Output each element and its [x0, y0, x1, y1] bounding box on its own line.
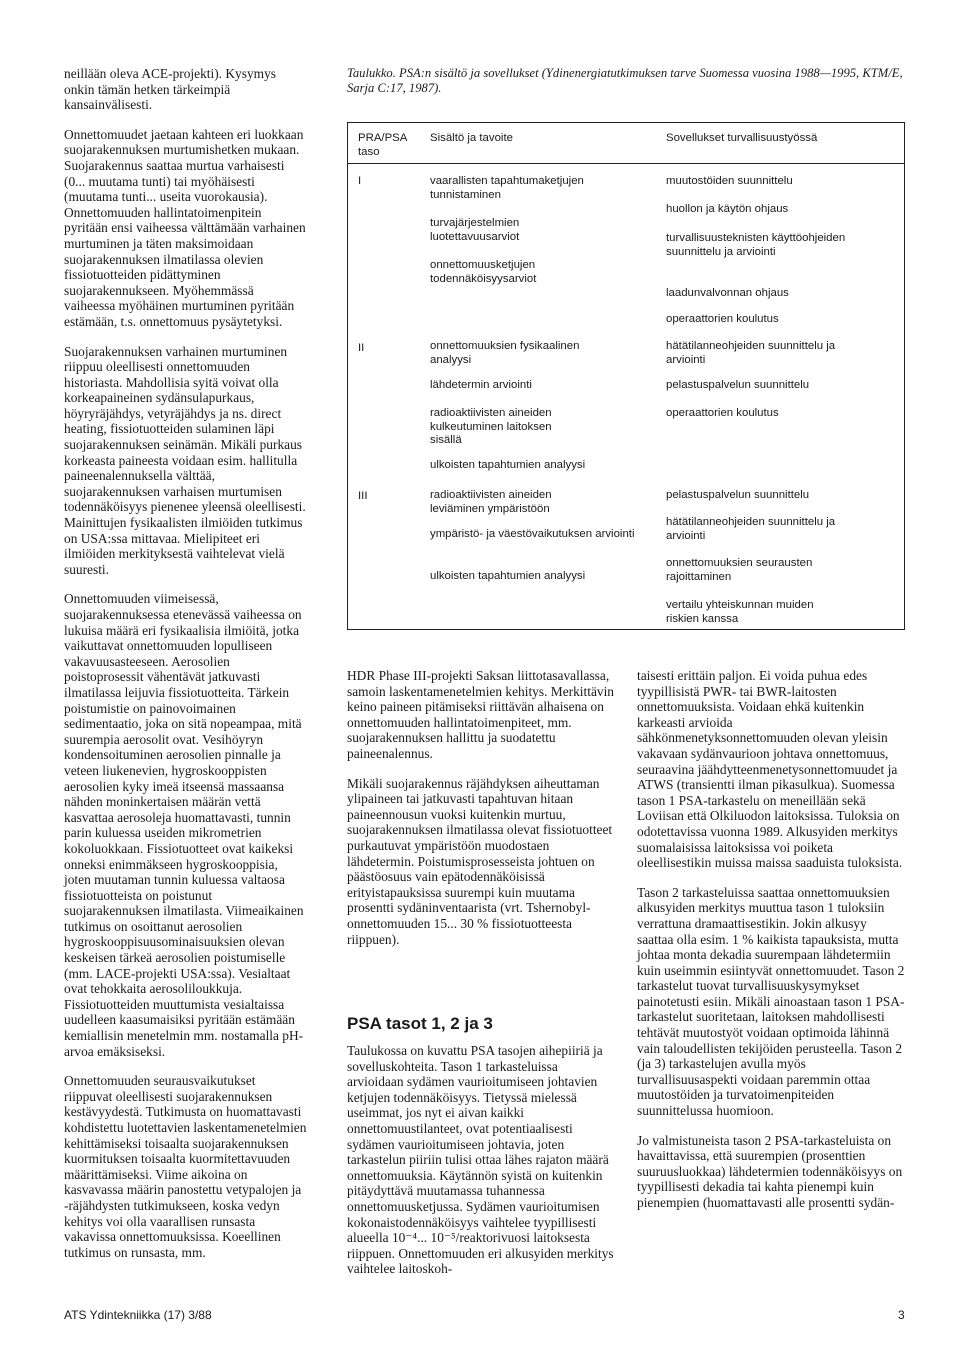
body-paragraph: Mikäli suojarakennus räjähdyksen aiheuttaman ylipaineen tai jatkuvasti tapahtuvan hitaan paineennousun vuoksi kuitenkin murtuu, suojarakennuksen ilmatilassa olevat fissiotuotteet purkautuvat ympäristöön muodostaen lähdetermin. Poistumisprosesseista johtuen on päästöosuus vain epätodennäköisissä erityistapauksissa suurempi kuin muutama prosentti sydäninventaarista (vrt. Tshernobyl-onnettomuuden 15... 30 % fissiotuotteesta riippuen).	[347, 775, 613, 947]
table-application-item: hätätilanneohjeiden suunnittelu ja arviointi	[666, 516, 836, 542]
table-application-item: muutostöiden suunnittelu	[666, 175, 793, 187]
table-application-item: hätätilanneohjeiden suunnittelu ja arviointi	[666, 340, 836, 366]
table-content-item: turvajärjestelmien luotettavuusarviot	[430, 217, 520, 243]
table-content-item: ympäristö- ja väestövaikutuksen arviointi	[430, 528, 635, 540]
table-application-item: operaattorien koulutus	[666, 407, 779, 419]
middle-column-continued	[347, 1043, 615, 1291]
body-paragraph: Suojarakennuksen varhainen murtuminen riippuu oleellisesti onnettomuuden historiasta. Mahdollisia syitä voivat olla korkeapaineinen sydänsulapurkaus, höyryräjähdys, vetyräjähdys ja ns. direct heating, fissiotuotteiden sulaminen läpi suojarakennuksen seinämän. Mikäli purkaus korkeasta paineesta voidaan esim. hallitulla paineenalennuksella välttää, suojarakennuksen varhaisen murtumisen todennäköisyys pienenee yleensä oleellisesti. Mainittujen fysikaalisten ilmiöiden tutkimus on USA:ssa mittavaa. Mielipiteet eri ilmiöiden merkityksestä vaihtelevat vielä suuresti.	[64, 343, 306, 577]
table-content-item: lähdetermin arviointi	[430, 379, 532, 391]
body-paragraph: Tason 2 tarkasteluissa saattaa onnettomuuksien alkusyiden merkitys muuttua tason 1 tuloksiin verrattuna dramaattisestikin. Jokin alkusyy saattaa olla esim. 1 % kaikista tapauksista, mutta johtaa monta dekadia suurempaan lähdetermiin kuin useimmin esiintyvät onnettomuudet. Tason 2 tarkastelut tuovat turvallisuuskysymykset painotetusti esiin. Mikäli ainoastaan tason 1 PSA-tarkastelut suoritetaan, laitoksen mahdollisesti tehtävät muutostyöt voidaan optimoida lähinnä vain taloudellisten tekijöiden perusteella. Tason 2 (ja 3) tarkastelujen avulla myös turvallisuusaspekti voidaan paremmin ottaa muutostöiden ja turvatoimenpiteiden suunnittelussa huomioon.	[637, 884, 905, 1119]
table-application-item: turvallisuusteknisten käyttöohjeiden suunnittelu ja arviointi	[666, 232, 846, 258]
table-application-item: pelastuspalvelun suunnittelu	[666, 379, 810, 391]
body-paragraph: neillään oleva ACE-projekti). Kysymys onkin tämän hetken tärkeimpiä kansainvälisesti.	[64, 66, 276, 113]
table-caption: Taulukko. PSA:n sisältö ja sovellukset (Ydinenergiatutkimuksen tarve Suomessa vuosina 1988—1995, KTM/E, Sarja C:17, 1987).	[347, 66, 903, 95]
psa-table	[347, 122, 905, 630]
left-column	[64, 66, 307, 1274]
body-paragraph: Taulukossa on kuvattu PSA tasojen aihepiiriä ja sovelluskohteita. Tason 1 tarkasteluissa arvioidaan sydämen vaurioitumiseen johtavien ketjujen todennäköisyys. Tietyssä mielessä useimmat, jos nyt ei aivan kaikki onnettomuustilanteet, ovat potentiaalisesti sydämen vaurioitumiseen johtavia, joten tarkastelun piiriin tulisi ottaa lähes rajaton määrä onnettomuuksia. Käytännön syistä on kuitenkin pitäydyttävä muutamassa tuhannessa onnettomuusketjussa. Sydämen vaurioitumisen kokonaistodennäköisyys vaihtelee tyypillisesti alueella 10⁻⁴... 10⁻⁵/reaktorivuosi laitoksesta riippuen. Onnettomuuden eri alkusyiden merkitys vaihtelee laitoskoh-	[347, 1043, 614, 1277]
table-level-i: I	[358, 175, 362, 187]
table-level-iii: III	[358, 490, 368, 502]
body-paragraph: Onnettomuudet jaetaan kahteen eri luokkaan suojarakennuksen murtumishetken mukaan. Suojarakennus saattaa murtua varhaisesti (0... muutama tunti) tai myöhäisesti (muutama tunti... useita vuorokausia). Onnettomuuden hallintatoimenpitein pyritään ensi vaiheessa välttämään varhainen murtuminen ja täten maksimoidaan suojarakennuksen ilmatilassa olevien fissiotuotteiden pidättyminen suojarakennukseen. Myöhemmässä vaiheessa myöhäinen murtuminen pyritään estämään, t.s. onnettomuus pysäytetyksi.	[64, 126, 306, 329]
table-content-item: radioaktiivisten aineiden leviäminen ympäristöön	[430, 489, 552, 515]
table-content-item: ulkoisten tapahtumien analyysi	[430, 459, 586, 471]
page-number: 3	[898, 1308, 905, 1322]
table-application-item: laadunvalvonnan ohjaus	[666, 287, 789, 299]
table-content-item: onnettomuuksien fysikaalinen analyysi	[430, 340, 580, 366]
table-application-item: onnettomuuksien seurausten rajoittaminen	[666, 557, 813, 583]
body-paragraph: Onnettomuuden seurausvaikutukset riippuvat oleellisesti suojarakennuksen kestävyydestä. Tutkimusta on huomattavasti kohdistettu luotettavien laskentamenetelmien kehittämiseksi toisaalta suojarakennuksen kuormituksen toisaalta kuormitettavuuden määrittämiseksi. Viime aikoina on kasvavassa määrin panostettu vetypalojen ja -räjähdysten tutkimukseen, koska vedyn kehitys voi olla vaarallisen runsasta vakavissa onnettomuuksissa. Koeellinen tutkimus on runsasta, mm.	[64, 1073, 307, 1260]
table-divider	[348, 163, 904, 164]
table-application-item: operaattorien koulutus	[666, 313, 779, 325]
body-paragraph: Jo valmistuneista tason 2 PSA-tarkasteluista on havaittavissa, että suurempien (prosenttien suuruusluokkaa) lähdetermien todennäköisyys on tyypillisesti dekadia tai kahta pienempi kuin pienempien (huomattavasti alle prosentti sydän-	[637, 1132, 903, 1210]
table-content-item: ulkoisten tapahtumien analyysi	[430, 570, 586, 582]
table-header-level: PRA/PSA taso	[358, 132, 407, 158]
table-content-item: radioaktiivisten aineiden kulkeutuminen laitoksen sisällä	[430, 407, 552, 446]
middle-column	[347, 668, 615, 961]
journal-footer: ATS Ydintekniikka (17) 3/88	[64, 1308, 212, 1322]
table-application-item: huollon ja käytön ohjaus	[666, 203, 789, 215]
table-content-item: vaarallisten tapahtumaketjujen tunnistaminen	[430, 175, 584, 201]
section-heading: PSA tasot 1, 2 ja 3	[347, 1014, 493, 1033]
table-content-item: onnettomuusketjujen todennäköisyysarviot	[430, 259, 537, 285]
table-application-item: pelastuspalvelun suunnittelu	[666, 489, 810, 501]
body-paragraph: Onnettomuuden viimeisessä, suojarakennuksessa etenevässä vaiheessa on lukuisa määrä eri fysikaalisia ilmiöitä, jotka vaikuttavat onnettomuuden lopulliseen vakavuusasteeseen. Aerosolien poistoprosessit vähentävät jatkuvasti ilmatilassa leijuvia fissiotuotteita. Tärkein poistumistie on painovoimainen sedimentaatio, joka on sitä nopeampaa, mitä suurempia aerosolit ovat. Vesihöyryn kondensoituminen aerosolien pinnalle ja veteen liukenevien, hygroskooppisten aerosolien kyky imeä itseensä massaansa nähden moninkertaisen määrän vettä kasvattaa aerosoleja huomattavasti, tunnin parin kuluessa useiden mikrometrien kokoluokkaan. Fissiotuotteet ovat kaikeksi onneksi enimmäkseen hygroskooppisia, joten muutaman tunnin kuluessa valtaosa fissiotuotteista on poistunut suojarakennuksen ilmatilasta. Viimeaikainen tutkimus on osoittanut aerosolien hygroskooppisuusominaisuuksien olevan keskeisen tärkeä aerosolien poistumiselle (mm. LACE-projekti USA:ssa). Vesialtaat ovat tehokkaita aerosoliloukkuja. Fissiotuotteiden muuttumista vesialtaissa uudelleen kaasumaisiksi pyritään estämään kemiallisin menetelmin mm. nostamalla pH-arvoa emäksiseksi.	[64, 591, 304, 1059]
table-application-item: vertailu yhteiskunnan muiden riskien kanssa	[666, 599, 814, 625]
table-header-content: Sisältö ja tavoite	[430, 132, 513, 144]
body-paragraph: HDR Phase III-projekti Saksan liittotasavallassa, samoin laskentamenetelmien kehitys. Merkittävin keino paineen pitämiseksi riittävän alhaisena on onnettomuuden hallintatoimenpiteet, mm. suojarakennuksen hallittu ja suodatettu paineenalennus.	[347, 668, 615, 761]
body-paragraph: taisesti erittäin paljon. Ei voida puhua edes tyypillisistä PWR- tai BWR-laitosten onnettomuuksista. Voidaan ehkä kuitenkin karkeasti arvioida sähkönmenetyksonnettomuuden olevan yleisin vakavaan sydänvaurioon johtava onnettomuus, seuraavina jäähdytteenmenetysonnettomuudet ja ATWS (transientti ilman pikasulkua). Suomessa tason 1 PSA-tarkastelu on meneillään sekä Loviisan että Olkiluodon laitoksissa. Tuloksia on odotettavissa vuonna 1989. Alkusyiden merkitys suomalaisissa laitoksissa voi poiketa oleellisestikin muissa maissa saaduista tuloksista.	[637, 668, 903, 871]
table-header-applications: Sovellukset turvallisuustyössä	[666, 132, 818, 144]
right-column	[637, 668, 905, 1225]
table-level-ii: II	[358, 342, 365, 354]
